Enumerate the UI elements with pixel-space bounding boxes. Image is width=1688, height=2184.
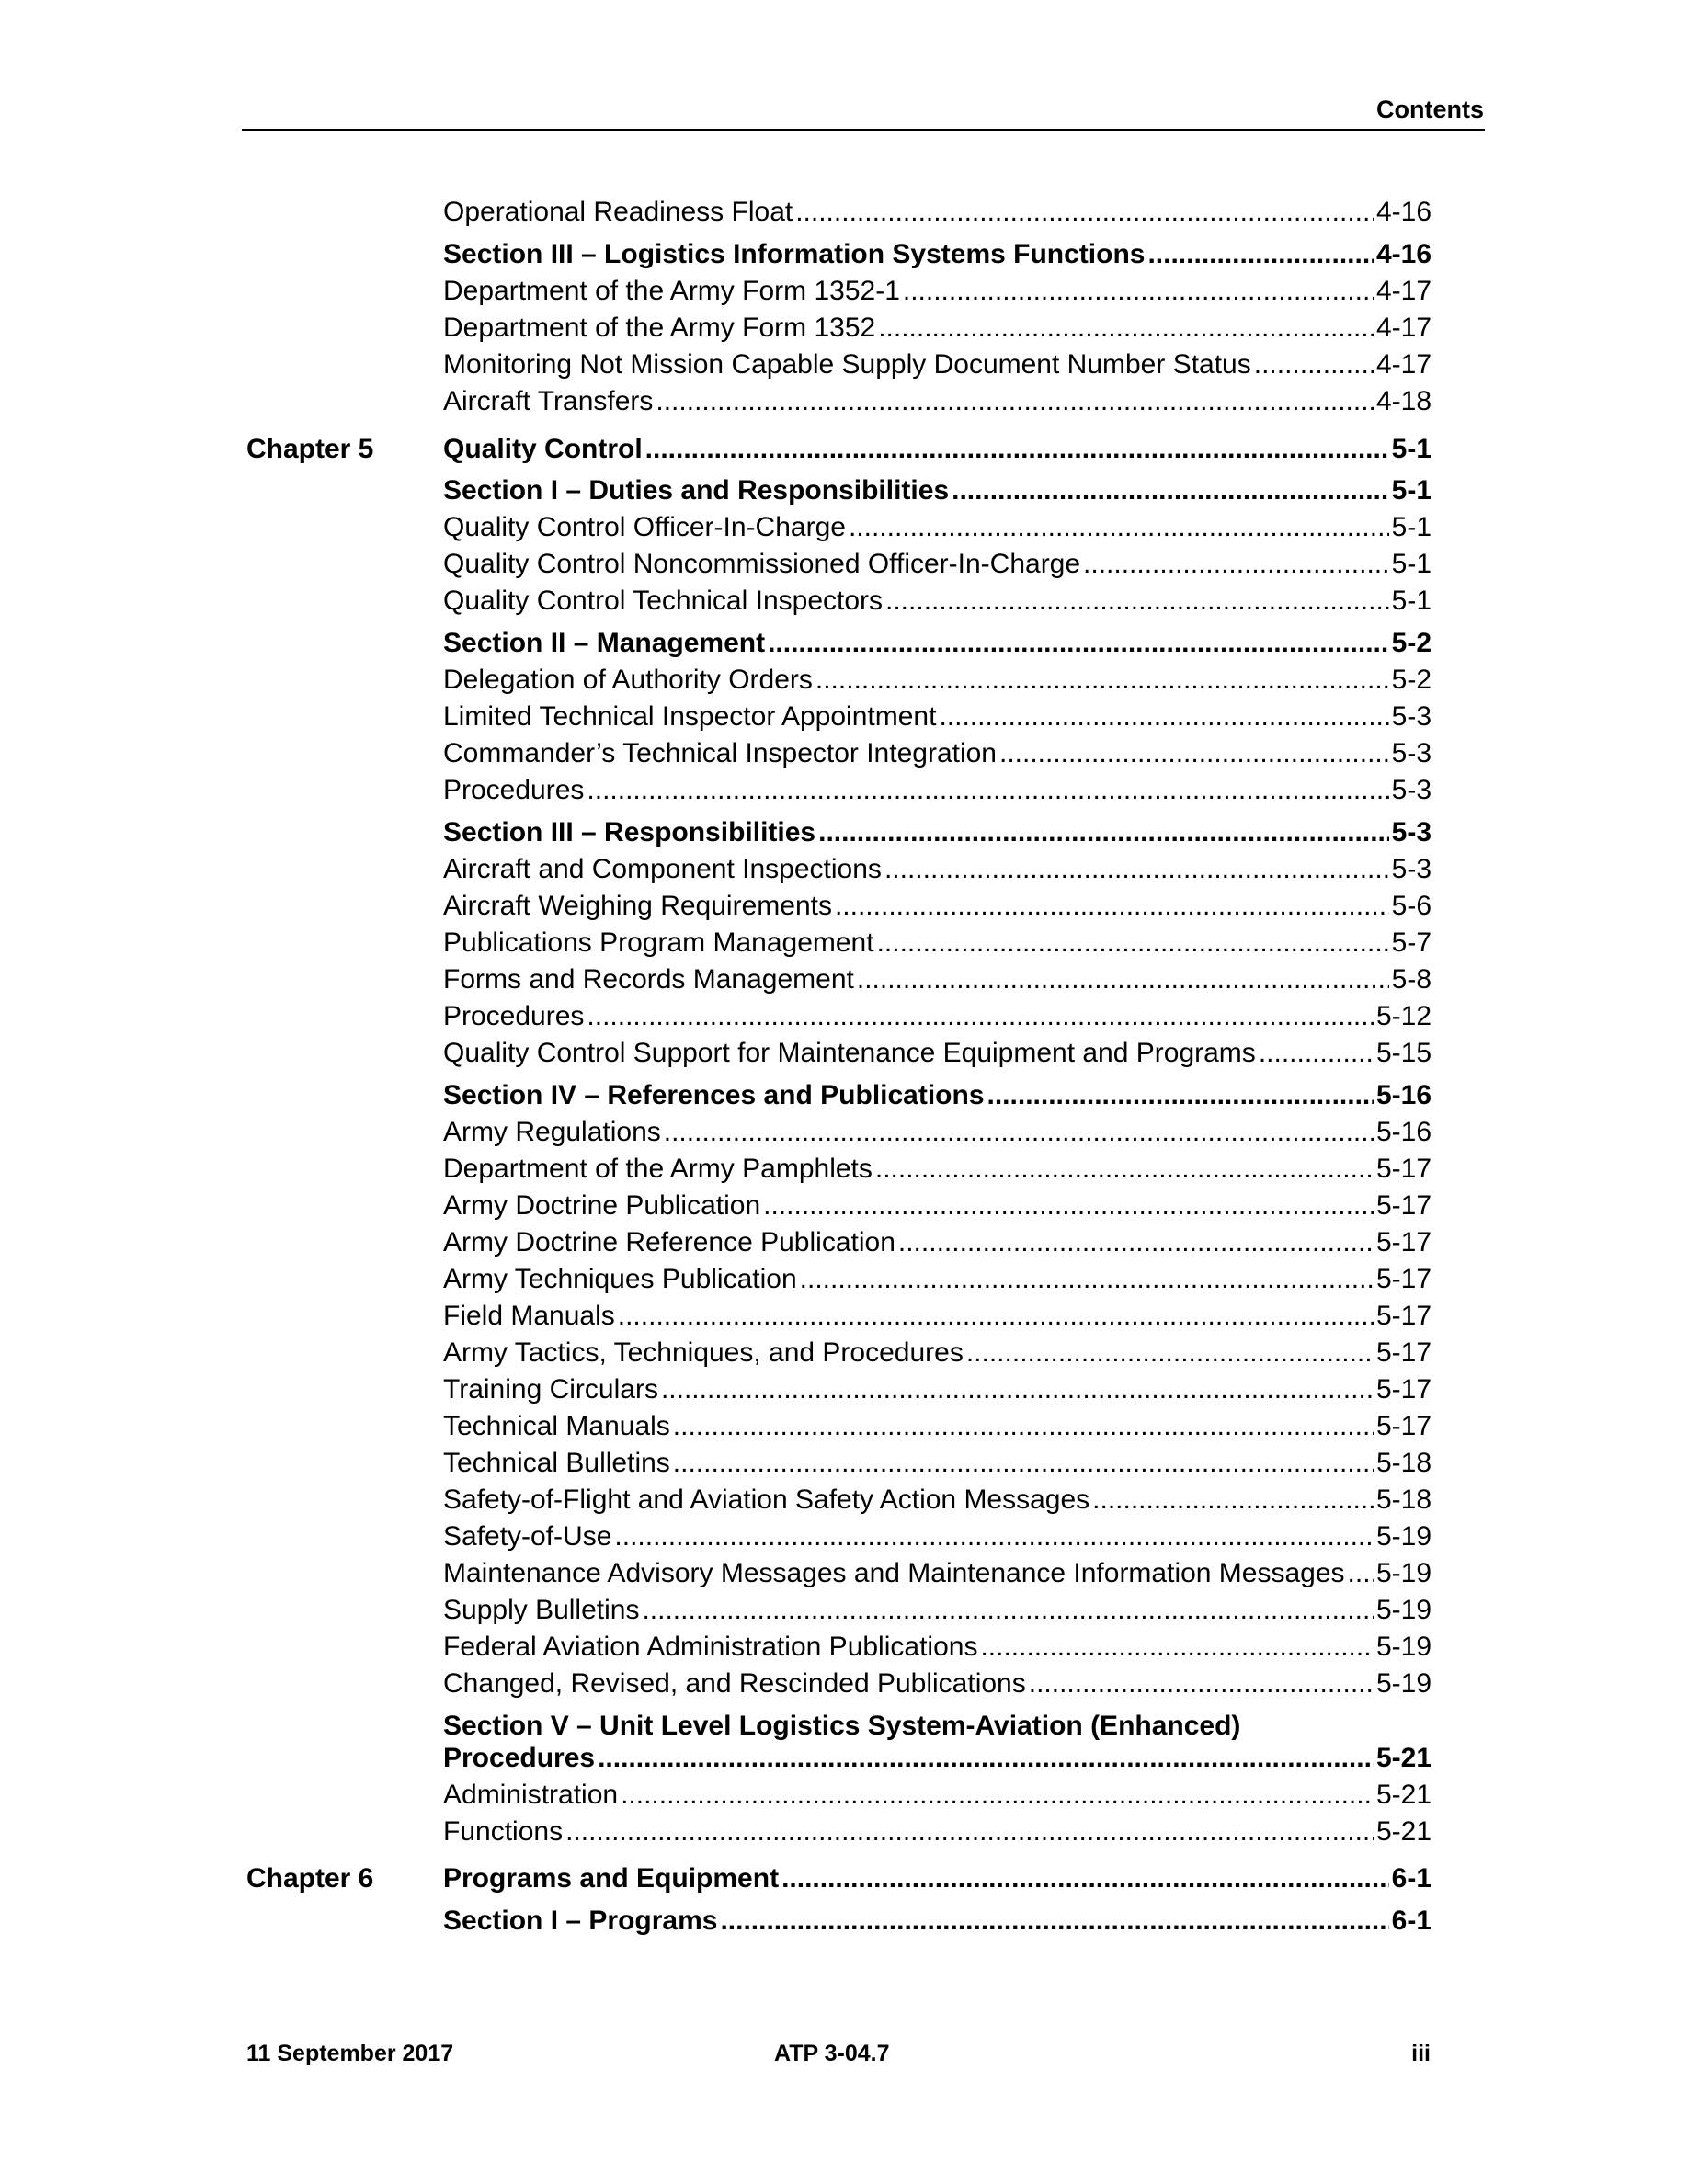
toc-entry-title: Procedures (443, 1001, 585, 1031)
toc-entry-title: Aircraft Weighing Requirements (443, 891, 832, 921)
dot-leader (781, 1860, 1389, 1897)
toc-entry-page: 5-19 (1375, 1632, 1431, 1662)
dot-leader (587, 772, 1388, 809)
toc-entry-title: Federal Aviation Administration Publications (443, 1632, 978, 1662)
toc-entry-page: 5-1 (1391, 434, 1431, 464)
toc-entry-title: Quality Control Officer-In-Charge (443, 512, 846, 542)
toc-entry[interactable] (443, 1261, 1431, 1298)
toc-section-heading[interactable] (443, 814, 1431, 851)
dot-leader (587, 998, 1374, 1035)
dot-leader (1029, 1666, 1374, 1702)
toc-entry-title: Functions (443, 1816, 564, 1847)
toc-entry-page: 5-1 (1391, 586, 1431, 616)
dot-leader (795, 194, 1374, 231)
toc-entry[interactable] (443, 851, 1431, 888)
toc-entry[interactable] (443, 1114, 1431, 1151)
toc-entry-title: Operational Readiness Float (443, 197, 793, 227)
toc-entry[interactable] (443, 662, 1431, 699)
toc-entry-page: 5-7 (1391, 927, 1431, 958)
toc-entry-title: Army Doctrine Reference Publication (443, 1227, 895, 1257)
toc-entry[interactable] (443, 1371, 1431, 1408)
toc-entry-page: 5-1 (1391, 512, 1431, 542)
toc-entry-page: 5-12 (1375, 1001, 1431, 1031)
toc-entry[interactable] (443, 310, 1431, 347)
toc-entry[interactable] (443, 546, 1431, 583)
toc-entry-title: Aircraft Transfers (443, 386, 654, 416)
toc-entry-page: 5-16 (1375, 1080, 1431, 1110)
toc-entry[interactable] (443, 194, 1431, 231)
toc-entry-title: Quality Control Support for Maintenance Equipment and Programs (443, 1038, 1256, 1068)
dot-leader (642, 1592, 1373, 1629)
toc-entry-page: 5-17 (1375, 1411, 1431, 1441)
toc-section-heading-line1[interactable]: Section V – Unit Level Logistics System-Aviation (Enhanced) (443, 1711, 1241, 1741)
footer-date: 11 September 2017 (246, 2041, 454, 2066)
toc-entry-title: Delegation of Authority Orders (443, 665, 813, 695)
dot-leader (884, 851, 1389, 888)
dot-leader (878, 310, 1374, 347)
toc-entry-page: 5-3 (1391, 854, 1431, 884)
dot-leader (815, 662, 1389, 699)
toc-entry[interactable] (443, 383, 1431, 420)
toc-entry-title: Limited Technical Inspector Appointment (443, 701, 937, 732)
toc-entry-title: Section I – Duties and Responsibilities (443, 475, 950, 506)
dot-leader (673, 1445, 1374, 1482)
dot-leader (800, 1261, 1374, 1298)
toc-entry[interactable] (443, 1592, 1431, 1629)
running-header-title: Contents (1376, 96, 1484, 123)
toc-entry-title: Quality Control (443, 434, 643, 464)
dot-leader (1259, 1035, 1374, 1072)
toc-entry-title: Field Manuals (443, 1301, 615, 1331)
dot-leader (645, 431, 1389, 468)
toc-entry-page: 6-1 (1391, 1905, 1431, 1936)
chapter-label: Chapter 5 (246, 434, 374, 464)
toc-chapter-heading[interactable] (443, 431, 1431, 468)
toc-entry-page: 5-17 (1375, 1227, 1431, 1257)
toc-section-heading[interactable] (443, 1903, 1431, 1939)
dot-leader (952, 472, 1389, 509)
toc-entry-page: 6-1 (1391, 1863, 1431, 1894)
toc-entry-page: 5-3 (1391, 738, 1431, 768)
toc-entry-page: 5-8 (1391, 964, 1431, 995)
toc-entry-page: 5-19 (1375, 1558, 1431, 1588)
toc-entry[interactable] (443, 1188, 1431, 1224)
toc-section-heading[interactable] (443, 472, 1431, 509)
dot-leader (565, 1814, 1374, 1850)
dot-leader (849, 509, 1389, 546)
toc-entry-page: 5-3 (1391, 701, 1431, 732)
toc-entry[interactable] (443, 583, 1431, 620)
toc-entry[interactable] (443, 1519, 1431, 1555)
toc-entry-title: Section III – Logistics Information Systems Functions (443, 239, 1146, 269)
dot-leader (966, 1335, 1374, 1371)
toc-entry[interactable] (443, 888, 1431, 925)
toc-entry-title: Section III – Responsibilities (443, 817, 816, 847)
toc-entry-title: Army Regulations (443, 1117, 661, 1147)
toc-section-heading[interactable] (443, 236, 1431, 273)
toc-entry[interactable] (443, 273, 1431, 310)
toc-entry-title: Forms and Records Management (443, 964, 854, 995)
toc-section-heading[interactable] (443, 625, 1431, 662)
dot-leader (1254, 347, 1374, 383)
dot-leader (875, 1151, 1374, 1188)
toc-section-heading[interactable] (443, 1077, 1431, 1114)
toc-entry[interactable] (443, 509, 1431, 546)
toc-entry[interactable] (443, 925, 1431, 961)
toc-entry[interactable] (443, 772, 1431, 809)
toc-entry-title: Army Tactics, Techniques, and Procedures (443, 1337, 964, 1368)
toc-entry-page: 5-21 (1375, 1816, 1431, 1847)
toc-entry-page: 5-19 (1375, 1521, 1431, 1552)
toc-entry-page: 4-16 (1375, 239, 1431, 269)
dot-leader (980, 1629, 1374, 1666)
toc-entry-title: Programs and Equipment (443, 1863, 780, 1894)
toc-entry-title: Monitoring Not Mission Capable Supply Document Number Status (443, 349, 1251, 380)
dot-leader (999, 735, 1389, 772)
toc-entry-title: Army Doctrine Publication (443, 1190, 761, 1221)
toc-entry-title: Changed, Revised, and Rescinded Publications (443, 1668, 1026, 1699)
toc-entry[interactable] (443, 1555, 1431, 1592)
dot-leader (720, 1903, 1388, 1939)
dot-leader (614, 1519, 1374, 1555)
toc-entry-title: Administration (443, 1780, 619, 1810)
toc-entry-title: Department of the Army Form 1352-1 (443, 276, 900, 306)
toc-entry-page: 5-19 (1375, 1668, 1431, 1699)
toc-entry-page: 4-18 (1375, 386, 1431, 416)
toc-entry[interactable] (443, 1335, 1431, 1371)
toc-entry[interactable] (443, 1666, 1431, 1702)
dot-leader (903, 273, 1374, 310)
toc-entry-page: 5-3 (1391, 817, 1431, 847)
dot-leader (656, 383, 1374, 420)
dot-leader (987, 1077, 1374, 1114)
toc-entry[interactable] (443, 1035, 1431, 1072)
toc-entry-title: Procedures (443, 775, 585, 805)
toc-entry[interactable] (443, 1445, 1431, 1482)
toc-entry-page: 4-16 (1375, 197, 1431, 227)
toc-section-heading[interactable] (443, 1740, 1431, 1777)
chapter-label: Chapter 6 (246, 1863, 374, 1894)
toc-entry-title: Section I – Programs (443, 1905, 718, 1936)
dot-leader (661, 1371, 1374, 1408)
toc-entry-title: Safety-of-Flight and Aviation Safety Action Messages (443, 1484, 1090, 1515)
dot-leader (1348, 1555, 1374, 1592)
toc-entry[interactable] (443, 1482, 1431, 1519)
dot-leader (939, 699, 1388, 735)
toc-entry-page: 5-17 (1375, 1337, 1431, 1368)
footer-page-number: iii (1411, 2041, 1431, 2066)
toc-entry-page: 5-17 (1375, 1264, 1431, 1294)
toc-entry[interactable] (443, 1777, 1431, 1814)
dot-leader (835, 888, 1389, 925)
dot-leader (768, 625, 1389, 662)
dot-leader (818, 814, 1389, 851)
toc-entry-title: Maintenance Advisory Messages and Maintenance Information Messages (443, 1558, 1345, 1588)
toc-entry-page: 5-2 (1391, 665, 1431, 695)
toc-entry-title: Publications Program Management (443, 927, 874, 958)
dot-leader (1092, 1482, 1374, 1519)
dot-leader (664, 1114, 1374, 1151)
toc-entry-title: Technical Bulletins (443, 1448, 670, 1478)
dot-leader (898, 1224, 1374, 1261)
toc-entry-page: 5-6 (1391, 891, 1431, 921)
toc-entry-title: Safety-of-Use (443, 1521, 612, 1552)
toc-entry[interactable] (443, 699, 1431, 735)
toc-entry-page: 5-18 (1375, 1448, 1431, 1478)
toc-entry[interactable] (443, 961, 1431, 998)
dot-leader (763, 1188, 1374, 1224)
toc-entry[interactable] (443, 1629, 1431, 1666)
toc-entry-page: 5-15 (1375, 1038, 1431, 1068)
toc-entry-page: 5-21 (1375, 1743, 1431, 1773)
toc-entry-page: 5-16 (1375, 1117, 1431, 1147)
toc-entry-title: Department of the Army Pamphlets (443, 1154, 873, 1184)
toc-entry[interactable] (443, 1151, 1431, 1188)
dot-leader (618, 1298, 1374, 1335)
dot-leader (621, 1777, 1374, 1814)
toc-entry-page: 5-2 (1391, 628, 1431, 658)
header-rule (242, 129, 1485, 131)
toc-entry[interactable] (443, 1298, 1431, 1335)
toc-entry-page: 5-17 (1375, 1190, 1431, 1221)
toc-entry-page: 5-17 (1375, 1301, 1431, 1331)
toc-entry-page: 5-3 (1391, 775, 1431, 805)
toc-entry-page: 5-18 (1375, 1484, 1431, 1515)
toc-entry-title: Aircraft and Component Inspections (443, 854, 882, 884)
toc-entry-page: 5-21 (1375, 1780, 1431, 1810)
dot-leader (598, 1740, 1374, 1777)
toc-chapter-heading[interactable] (443, 1860, 1431, 1897)
dot-leader (857, 961, 1389, 998)
dot-leader (885, 583, 1389, 620)
toc-entry-page: 4-17 (1375, 313, 1431, 343)
toc-entry-page: 5-17 (1375, 1374, 1431, 1405)
toc-entry-title: Section IV – References and Publications (443, 1080, 985, 1110)
toc-entry[interactable] (443, 347, 1431, 383)
toc-entry-page: 5-1 (1391, 475, 1431, 506)
toc-entry-title: Department of the Army Form 1352 (443, 313, 876, 343)
toc-entry[interactable] (443, 735, 1431, 772)
toc-entry-title: Procedures (443, 1743, 596, 1773)
toc-entry-title: Army Techniques Publication (443, 1264, 797, 1294)
footer-document-id: ATP 3-04.7 (774, 2041, 890, 2066)
dot-leader (1147, 236, 1373, 273)
toc-entry[interactable] (443, 1408, 1431, 1445)
toc-entry-page: 4-17 (1375, 276, 1431, 306)
toc-entry-title: Quality Control Noncommissioned Officer-In-Charge (443, 549, 1081, 579)
toc-entry-title: Section II – Management (443, 628, 766, 658)
toc-entry-page: 4-17 (1375, 349, 1431, 380)
toc-entry-title: Quality Control Technical Inspectors (443, 586, 884, 616)
toc-entry-page: 5-19 (1375, 1595, 1431, 1625)
toc-entry[interactable] (443, 1224, 1431, 1261)
dot-leader (877, 925, 1389, 961)
toc-entry[interactable] (443, 1814, 1431, 1850)
toc-entry-title: Commander’s Technical Inspector Integration (443, 738, 997, 768)
toc-entry-title: Technical Manuals (443, 1411, 670, 1441)
dot-leader (1083, 546, 1389, 583)
dot-leader (673, 1408, 1374, 1445)
toc-entry-page: 5-17 (1375, 1154, 1431, 1184)
toc-entry-title: Training Circulars (443, 1374, 658, 1405)
toc-entry-page: 5-1 (1391, 549, 1431, 579)
toc-entry-title: Supply Bulletins (443, 1595, 640, 1625)
toc-entry[interactable] (443, 998, 1431, 1035)
